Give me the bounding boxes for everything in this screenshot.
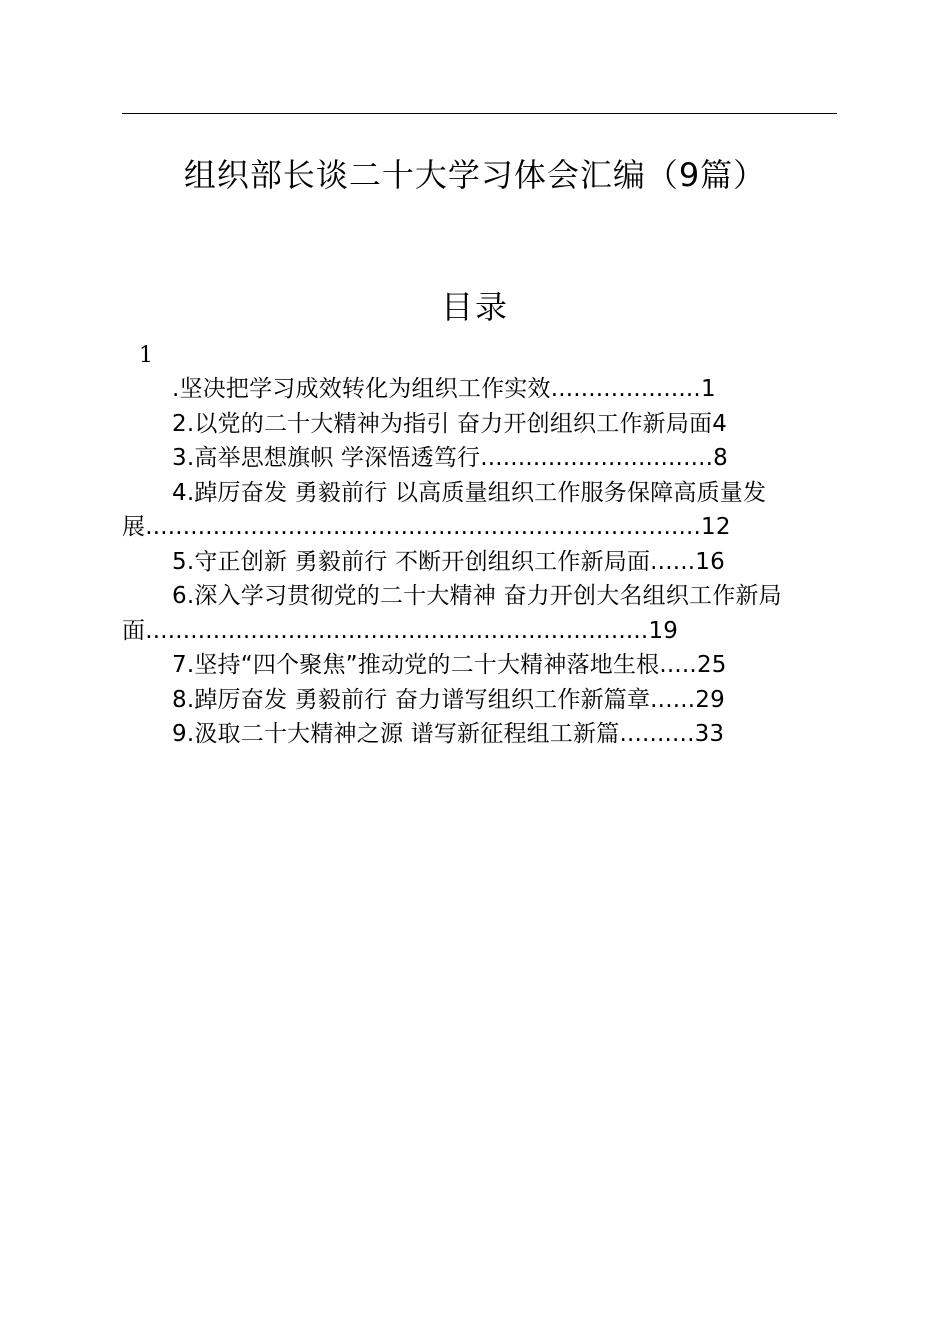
toc-entry-leader: ...... (650, 686, 696, 713)
toc-entry-page: 12 (701, 514, 731, 540)
toc-entry-text: 4.踔厉奋发 勇毅前行 以高质量组织工作服务保障高质量发展 (122, 479, 767, 540)
toc-entry-text: 6.深入学习贯彻党的二十大精神 奋力开创大名组织工作新局面 (122, 583, 782, 644)
toc-entry-text: .坚决把学习成效转化为组织工作实效 (172, 376, 551, 402)
toc-entry-page: 29 (695, 686, 725, 713)
toc-entry-page: 25 (696, 652, 727, 678)
toc-entry-leader: ............................... (480, 445, 714, 471)
header-rule (122, 113, 837, 114)
toc-entry-page: 19 (648, 617, 679, 644)
toc-entry-text: 2.以党的二十大精神为指引 奋力开创组织工作新局面 (172, 410, 713, 437)
toc-entry-leader: ..... (659, 652, 697, 678)
toc-entry-7[interactable] (122, 648, 837, 683)
toc-entry-6[interactable] (122, 579, 837, 648)
toc-entry-5[interactable] (122, 545, 837, 580)
document-title: 组织部长谈二十大学习体会汇编（9篇） (183, 156, 767, 194)
toc-entry-9[interactable] (122, 717, 837, 752)
table-of-contents (122, 372, 837, 752)
toc-entry-leader: ...... (650, 548, 696, 575)
toc-entry-leader: .......................................................................... (145, 514, 702, 540)
toc-entry-page: 4 (712, 410, 728, 437)
toc-entry-text: 3.高举思想旗帜 学深悟透笃行 (172, 445, 481, 471)
toc-entry-1[interactable] (122, 372, 837, 407)
toc-entry-page: 1 (700, 376, 716, 402)
toc-entry-4[interactable] (122, 476, 837, 545)
toc-entry-text: 7.坚持“四个聚焦”推动党的二十大精神落地生根 (172, 652, 660, 678)
toc-heading: 目录 (440, 288, 509, 326)
toc-entry-8[interactable] (122, 683, 837, 718)
toc-entry-text: 8.踔厉奋发 勇毅前行 奋力谱写组织工作新篇章 (172, 686, 651, 713)
toc-entry-text: 9.汲取二十大精神之源 谱写新征程组工新篇 (172, 721, 620, 747)
toc-entry-3[interactable] (122, 441, 837, 476)
toc-entry-2[interactable] (122, 407, 837, 442)
stray-number: 1 (139, 343, 153, 368)
toc-entry-page: 8 (713, 445, 728, 471)
toc-entry-page: 33 (694, 721, 725, 747)
toc-entry-leader: .................... (550, 376, 701, 402)
toc-entry-page: 16 (695, 548, 725, 575)
toc-entry-leader: .......... (619, 721, 695, 747)
toc-entry-leader: ................................................................... (145, 617, 649, 644)
toc-entry-text: 5.守正创新 勇毅前行 不断开创组织工作新局面 (172, 548, 651, 575)
